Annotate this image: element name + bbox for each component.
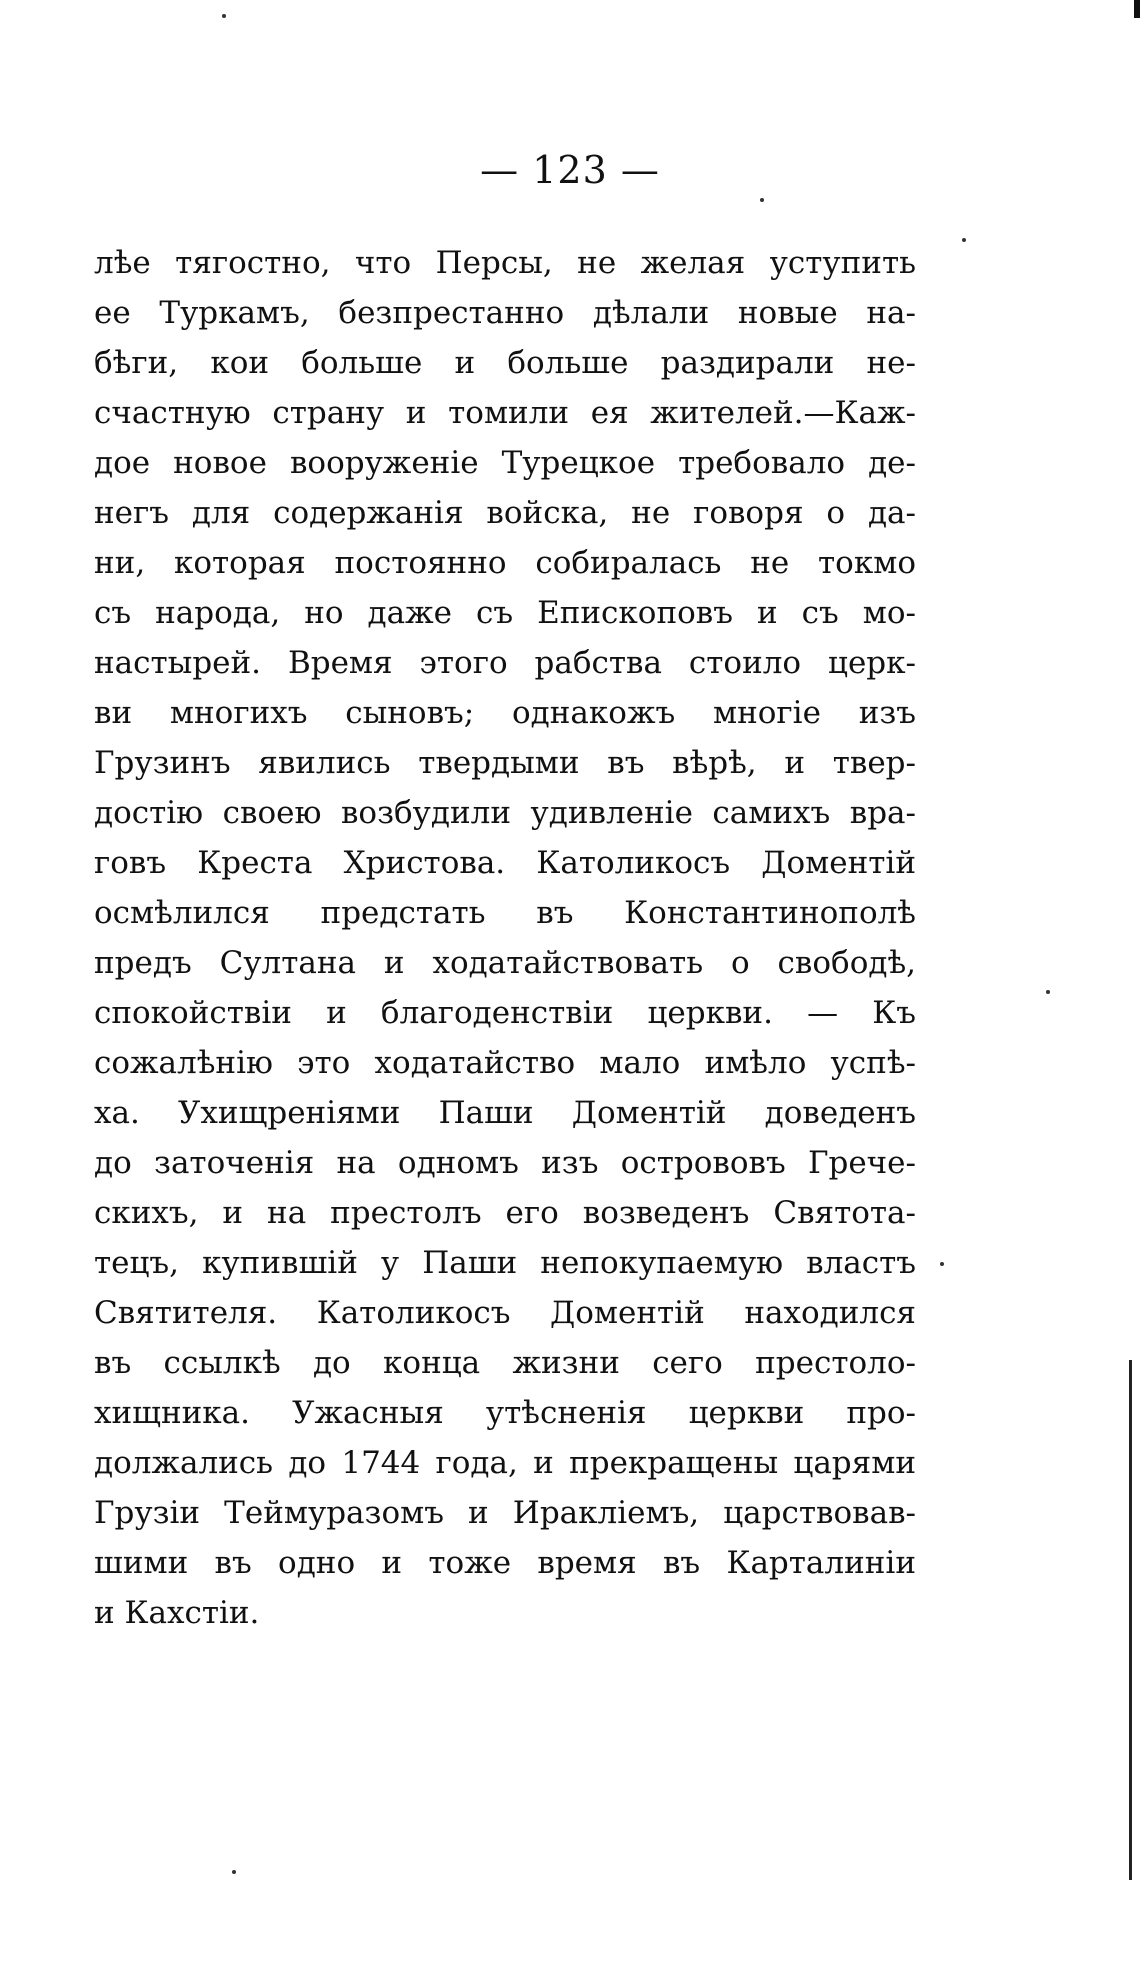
- page-edge-mark: [1134, 0, 1140, 18]
- print-speck: [222, 14, 226, 18]
- print-speck: [1046, 990, 1050, 994]
- body-text: [94, 238, 916, 1638]
- text-line: Грузіи Теймуразомъ и Ираклiемъ, царствовав-: [94, 1495, 916, 1531]
- page-edge-shadow: [1129, 1360, 1132, 1880]
- text-line: достію своею возбудили удивленіе самихъ вра-: [94, 795, 916, 831]
- text-line: говъ Креста Христова. Католикосъ Доментій: [94, 845, 916, 881]
- text-line: лѣе тягостно, что Персы, не желая уступить: [94, 245, 916, 281]
- print-speck: [232, 1870, 236, 1874]
- text-line: съ народа, но даже съ Епископовъ и съ мо-: [94, 595, 916, 631]
- text-line: дое новое вооруженіе Турецкое требовало де-: [94, 445, 916, 481]
- text-line: ха. Ухищреніями Паши Доментій доведенъ: [94, 1095, 916, 1131]
- text-line: предъ Султана и ходатайствовать о свободѣ,: [94, 945, 916, 981]
- text-line: ви многихъ сыновъ; однакожъ многіе изъ: [94, 695, 916, 731]
- text-line: Святителя. Католикосъ Доментій находился: [94, 1295, 916, 1331]
- text-line: бѣги, кои больше и больше раздирали не-: [94, 345, 916, 381]
- text-line: сожалѣнію это ходатайство мало имѣло успѣ-: [94, 1045, 916, 1081]
- text-line: должались до 1744 года, и прекращены царями: [94, 1445, 916, 1481]
- print-speck: [940, 1262, 944, 1266]
- text-line: ее Туркамъ, безпрестанно дѣлали новые на-: [94, 295, 916, 331]
- text-line-last: и Кахстіи.: [94, 1595, 260, 1631]
- text-line: ни, которая постоянно собиралась не токмо: [94, 545, 916, 581]
- text-line: тецъ, купившій у Паши непокупаемую властъ: [94, 1245, 916, 1281]
- page-number: — 123 —: [480, 148, 660, 192]
- text-line: хищника. Ужасныя утѣсненія церкви про-: [94, 1395, 916, 1431]
- text-line: до заточенія на одномъ изъ острововъ Грече-: [94, 1145, 916, 1181]
- text-line: скихъ, и на престолъ его возведенъ Святота-: [94, 1195, 916, 1231]
- text-line: негъ для содержанія войска, не говоря о да-: [94, 495, 916, 531]
- text-line: спокойствіи и благоденствіи церкви. — Къ: [94, 995, 916, 1031]
- text-line: настырей. Время этого рабства стоило церк-: [94, 645, 916, 681]
- text-line: Грузинъ явились твердыми въ вѣрѣ, и твер-: [94, 745, 916, 781]
- text-line: осмѣлился предстать въ Константинополѣ: [94, 895, 916, 931]
- print-speck: [760, 198, 764, 202]
- text-line: въ ссылкѣ до конца жизни сего престоло-: [94, 1345, 916, 1381]
- print-speck: [962, 238, 966, 242]
- text-line: счастную страну и томили ея жителей.—Каж-: [94, 395, 916, 431]
- text-line: шими въ одно и тоже время въ Карталиніи: [94, 1545, 916, 1581]
